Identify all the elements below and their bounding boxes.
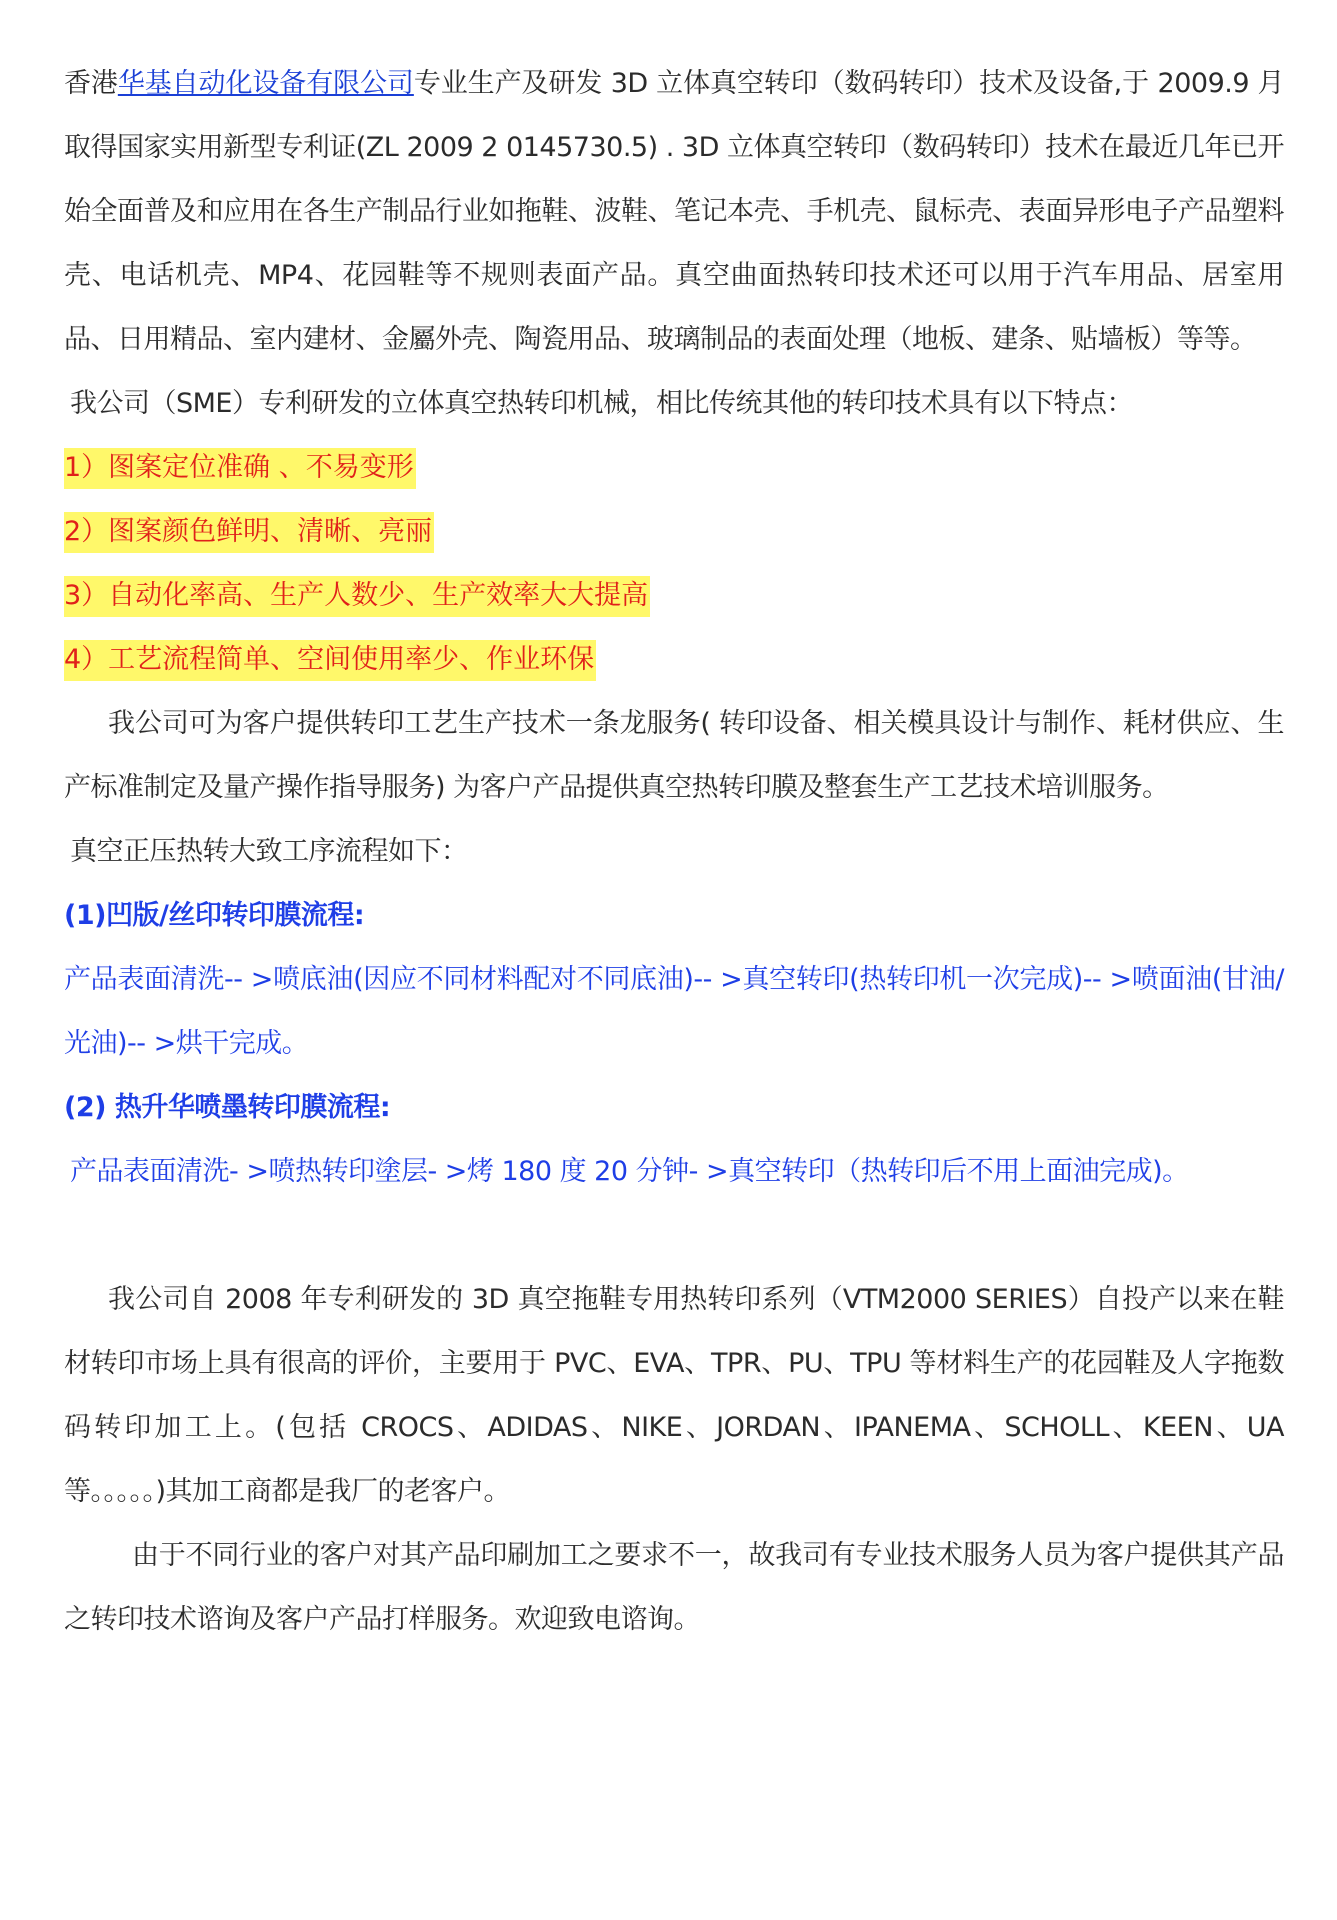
- document-body: [64, 52, 1284, 1652]
- intro-paragraph: [64, 52, 1284, 372]
- process-intro: 真空正压热转大致工序流程如下：: [70, 836, 468, 867]
- slipper-series-paragraph: 我公司自 2008 年专利研发的 3D 真空拖鞋专用热转印系列（VTM2000 SERIES）自投产以来在鞋材转印市场上具有很高的评价，主要用于 PVC、EVA、TPR、PU、TPU 等材料生产的花园鞋及人字拖数码转印加工上。(包括 CROCS、ADIDAS、NIKE、JORDAN、IPANEMA、SCHOLL、KEEN、UA 等。。。。。)其加工商都是我厂的老客户。: [64, 1284, 1284, 1507]
- process1-steps: 产品表面清洗-- >喷底油(因应不同材料配对不同底油)-- >真空转印(热转印机一次完成)-- >喷面油(甘油/光油)-- >烘干完成。: [64, 964, 1284, 1059]
- feature-item: 2）图案颜色鲜明、清晰、亮丽: [64, 500, 1284, 564]
- blank-line: [64, 1204, 1284, 1268]
- features-intro: 我公司（SME）专利研发的立体真空热转印机械，相比传统其他的转印技术具有以下特点：: [70, 388, 1133, 419]
- process1-heading: (1)凹版/丝印转印膜流程:: [64, 900, 365, 931]
- process2-steps: 产品表面清洗- >喷热转印塗层- >烤 180 度 20 分钟- >真空转印（热转印后不用上面油完成)。: [70, 1156, 1189, 1187]
- intro-prefix: 香港: [64, 68, 118, 99]
- consulting-paragraph: 由于不同行业的客户对其产品印刷加工之要求不一，故我司有专业技术服务人员为客户提供其产品之转印技术谘询及客户产品打样服务。欢迎致电谘询。: [64, 1540, 1284, 1635]
- service-paragraph: 我公司可为客户提供转印工艺生产技术一条龙服务( 转印设备、相关模具设计与制作、耗材供应、生产标准制定及量产操作指导服务) 为客户产品提供真空热转印膜及整套生产工艺技术培训服务。: [64, 708, 1284, 803]
- feature-item: 4）工艺流程简单、空间使用率少、作业环保: [64, 628, 1284, 692]
- feature-item: 1）图案定位准确 、不易变形: [64, 436, 1284, 500]
- company-link[interactable]: 华基自动化设备有限公司: [117, 68, 414, 99]
- process2-heading: (2) 热升华喷墨转印膜流程:: [64, 1092, 391, 1123]
- intro-text: 专业生产及研发 3D 立体真空转印（数码转印）技术及设备,于 2009.9 月取得国家实用新型专利证(ZL 2009 2 0145730.5) . 3D 立体真空转印（数码转印）技术在最近几年已开始全面普及和应用在各生产制品行业如拖鞋、波鞋、笔记本壳、手机壳、鼠标壳、表面异形电子产品塑料壳、电话机壳、MP4、花园鞋等不规则表面产品。真空曲面热转印技术还可以用于汽车用品、居室用品、日用精品、室内建材、金屬外壳、陶瓷用品、玻璃制品的表面处理（地板、建条、贴墙板）等等。: [64, 68, 1285, 355]
- feature-item: 3）自动化率高、生产人数少、生产效率大大提高: [64, 564, 1284, 628]
